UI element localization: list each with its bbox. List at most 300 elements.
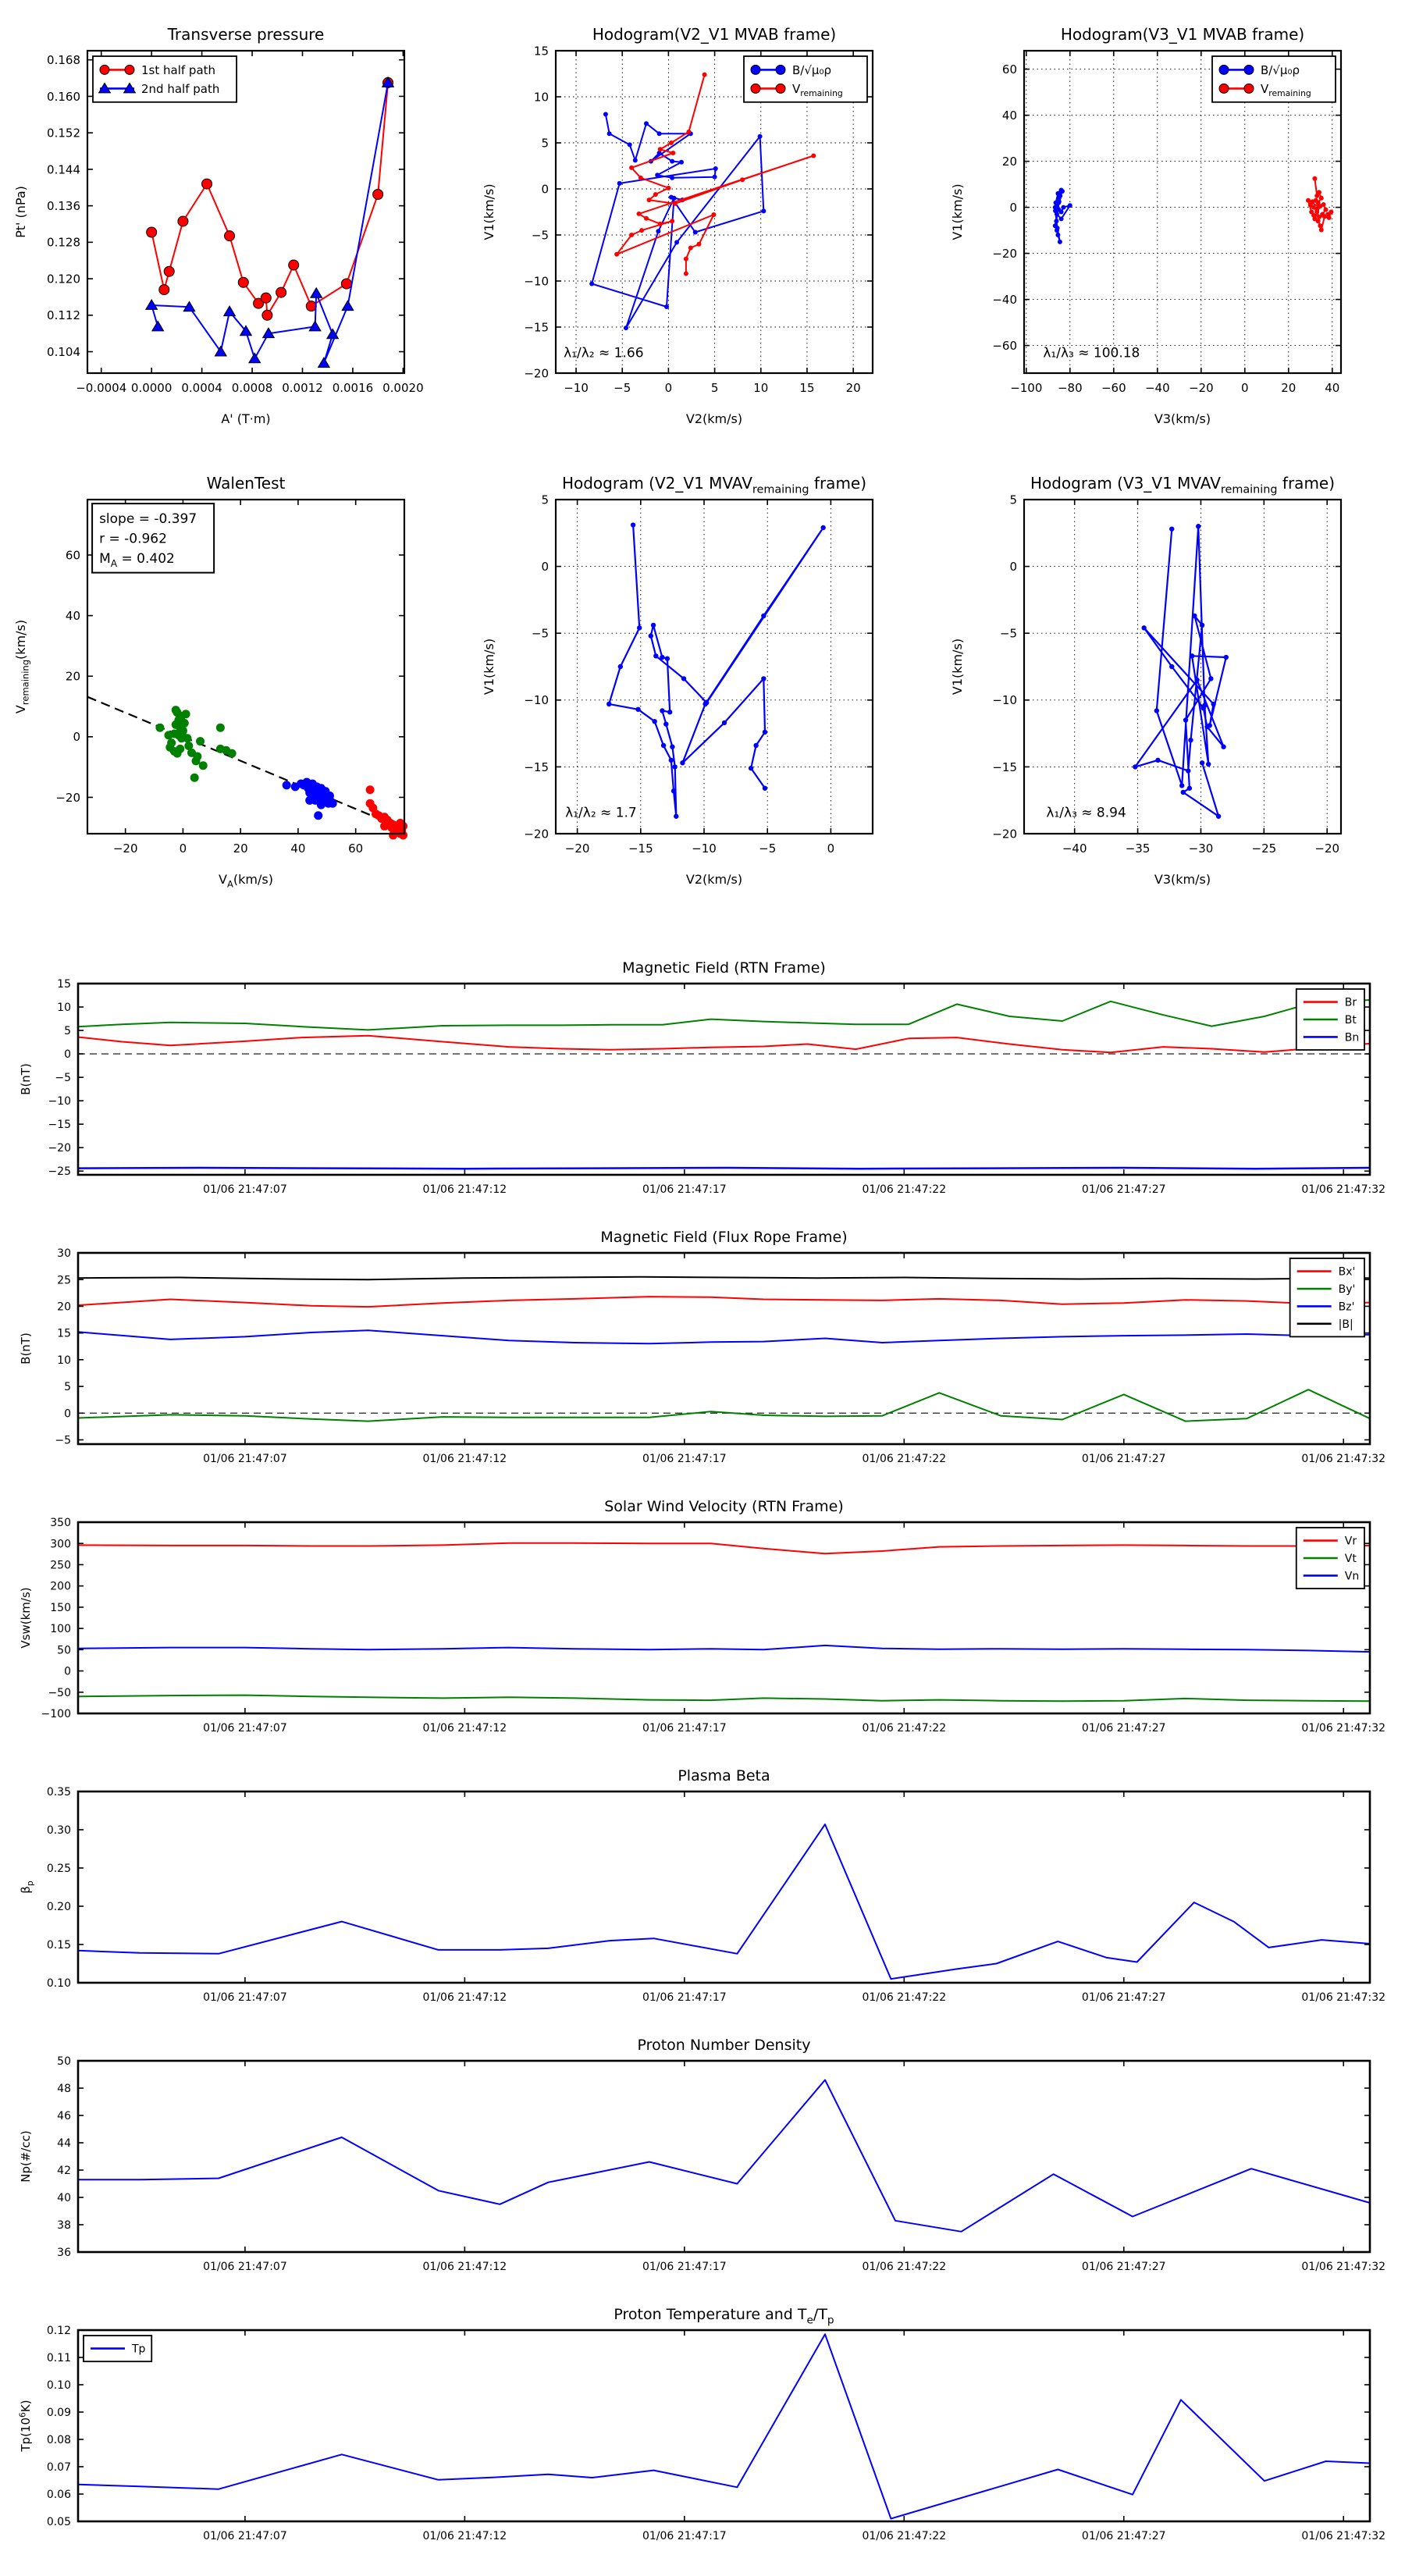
y-tick-label: 0 [64, 1665, 71, 1678]
point-marker [1221, 745, 1225, 749]
proton-number-density-svg [0, 2028, 1405, 2297]
chart-title: WalenTest [206, 474, 286, 493]
x-tick-label: 0.0008 [231, 381, 273, 395]
point-marker [155, 724, 164, 732]
transverse-pressure-svg [0, 12, 468, 461]
series-line [78, 1543, 1370, 1554]
hodogram-v3v1-mvab-series-Vremaining [1306, 176, 1333, 233]
chart-hodogram-v2v1-mvab [468, 12, 937, 461]
hodogram-v2v1-mvav-svg [468, 461, 937, 921]
triangle-marker [311, 288, 322, 297]
y-tick-label: 0.30 [46, 1824, 71, 1838]
x-tick-label: 01/06 21:47:12 [422, 1183, 507, 1196]
point-marker [182, 710, 190, 718]
y-tick-label: 0 [64, 1407, 71, 1421]
x-tick-label: −40 [1062, 841, 1087, 856]
legend [744, 56, 867, 102]
legend [1297, 1528, 1364, 1589]
x-tick-label: 01/06 21:47:17 [642, 2261, 727, 2273]
point-marker [696, 242, 701, 247]
proton-temperature-svg [0, 2297, 1405, 2567]
y-axis-label: Pt' (nPa) [13, 186, 28, 238]
series-line [78, 1000, 1370, 1030]
point-marker [305, 796, 314, 805]
y-tick-label: 0.152 [47, 126, 80, 141]
series-line [78, 1646, 1370, 1652]
series-line [1135, 526, 1226, 816]
point-marker [216, 724, 225, 732]
point-marker [306, 301, 316, 311]
y-tick-label: −15 [524, 760, 549, 774]
point-marker [670, 159, 674, 164]
x-axis-label: V2(km/s) [685, 411, 743, 426]
series-line [78, 1330, 1370, 1343]
point-marker [1141, 625, 1146, 630]
point-marker [1186, 768, 1190, 773]
point-marker [670, 219, 674, 223]
point-marker [100, 65, 109, 74]
x-tick-label: 0.0020 [382, 381, 424, 395]
y-tick-label: −100 [41, 1708, 71, 1721]
point-marker [657, 131, 662, 136]
x-tick-label: −20 [564, 841, 590, 856]
point-marker [380, 822, 389, 831]
legend-label: Br [1344, 996, 1357, 1009]
point-marker [178, 216, 188, 226]
point-marker [628, 142, 632, 147]
point-marker [1316, 219, 1321, 223]
x-axis-label: $V_A(km/s)$ [219, 872, 273, 890]
walen-test-series-cluster-green [155, 706, 236, 782]
x-tick-label: 01/06 21:47:17 [642, 1722, 727, 1735]
chart-title: Hodogram (V3_V1 $MVAV_{remaining}$ frame) [1030, 474, 1336, 496]
point-marker [658, 147, 663, 151]
point-marker [1211, 702, 1215, 706]
y-tick-label: −15 [524, 320, 549, 335]
stats-line: r = -0.962 [99, 531, 167, 547]
x-tick-label: 0.0004 [181, 381, 222, 395]
point-marker [776, 84, 785, 93]
y-tick-label: −10 [524, 274, 549, 289]
y-tick-label: 30 [57, 1247, 71, 1261]
point-marker [606, 702, 611, 706]
x-tick-label: −10 [564, 381, 589, 395]
hodogram-v3v1-mvab-svg [937, 12, 1405, 461]
legend-label: Tp [132, 2343, 146, 2356]
point-marker [614, 252, 619, 257]
point-marker [664, 304, 669, 309]
annotation-text: λ₁/λ₃ ≈ 8.94 [1046, 805, 1126, 821]
point-marker [366, 785, 375, 794]
point-marker [1154, 708, 1159, 713]
y-axis-label: V1(km/s) [950, 638, 965, 696]
point-marker [711, 212, 716, 217]
y-tick-label: 0.12 [46, 2325, 71, 2338]
point-marker [669, 195, 674, 200]
point-marker [1058, 240, 1062, 244]
x-tick-label: 20 [845, 381, 861, 395]
chart-magnetic-field-flux-rope [0, 1220, 1405, 1489]
point-marker [1055, 205, 1059, 209]
hodogram-v2v1-mvav-series-V [606, 522, 826, 819]
point-marker [176, 745, 184, 753]
series-line [78, 2080, 1370, 2232]
point-marker [1068, 203, 1072, 208]
x-tick-label: 40 [290, 841, 306, 856]
solar-wind-velocity-series-Vr [78, 1543, 1370, 1554]
point-marker [656, 229, 660, 233]
legend-label: Vn [1344, 1570, 1360, 1583]
x-tick-label: 01/06 21:47:07 [203, 1183, 287, 1196]
y-tick-label: 40 [57, 2192, 71, 2205]
x-tick-label: 01/06 21:47:27 [1081, 1722, 1166, 1735]
point-marker [751, 84, 760, 93]
series-line [78, 1036, 1370, 1053]
axes-frame [556, 500, 873, 834]
y-tick-label: −5 [531, 228, 549, 243]
annotation [564, 345, 643, 361]
point-marker [670, 176, 674, 180]
legend-label: B/√μ₀ρ [1261, 62, 1300, 77]
point-marker [225, 231, 235, 241]
x-tick-label: 01/06 21:47:22 [862, 1183, 947, 1196]
axes-frame [78, 984, 1370, 1175]
y-tick-label: 0.10 [46, 1977, 71, 1991]
point-marker [686, 130, 691, 134]
point-marker [1318, 223, 1322, 228]
hodogram-v3v1-mvab-series-B [1053, 187, 1072, 244]
y-tick-label: −10 [524, 693, 549, 708]
y-axis-label: $V_{remaining}(km/s)$ [13, 619, 31, 714]
x-tick-label: 0 [664, 381, 673, 395]
point-marker [655, 173, 660, 177]
point-marker [680, 760, 685, 765]
point-marker [389, 831, 397, 839]
point-marker [722, 720, 727, 725]
x-tick-label: 01/06 21:47:07 [203, 2261, 287, 2273]
chart-magnetic-field-rtn [0, 951, 1405, 1220]
x-tick-label: 0.0000 [130, 381, 173, 395]
y-tick-label: 0.128 [47, 235, 80, 250]
y-tick-label: 0.35 [46, 1786, 71, 1799]
point-marker [652, 719, 656, 724]
y-axis-label: V1(km/s) [950, 183, 965, 240]
axes-frame [78, 1253, 1370, 1444]
triangle-marker [249, 353, 261, 362]
x-tick-label: 0.0012 [282, 381, 323, 395]
stats-line: $M_A = 0.402$ [99, 551, 175, 569]
point-marker [667, 710, 672, 714]
y-tick-label: 5 [64, 1025, 71, 1038]
chart-title: Hodogram(V2_V1 MVAB frame) [592, 25, 837, 44]
legend-label: Bt [1344, 1014, 1357, 1027]
triangle-marker [309, 321, 321, 330]
solar-wind-velocity-svg [0, 1489, 1405, 1759]
y-axis-label: Vsw(km/s) [19, 1587, 33, 1649]
x-tick-label: 01/06 21:47:07 [203, 1722, 287, 1735]
point-marker [1059, 187, 1064, 192]
point-marker [1244, 84, 1254, 93]
x-tick-label: −60 [1101, 381, 1126, 395]
y-axis-label: Np(#/cc) [19, 2130, 33, 2183]
legend-label: Vr [1344, 1535, 1357, 1548]
y-tick-label: −20 [524, 827, 549, 841]
legend-label: Bn [1344, 1031, 1360, 1044]
chart-walen-test [0, 461, 468, 921]
point-marker [637, 625, 642, 630]
x-tick-label: −15 [628, 841, 653, 856]
point-marker [749, 766, 753, 770]
point-marker [1059, 216, 1064, 221]
x-axis-label: V2(km/s) [685, 872, 743, 887]
x-tick-label: 5 [710, 381, 719, 395]
point-marker [1219, 65, 1229, 74]
x-tick-label: 01/06 21:47:27 [1081, 1991, 1166, 2004]
x-tick-label: −20 [1314, 841, 1340, 856]
point-marker [147, 227, 157, 237]
point-marker [820, 525, 825, 530]
point-marker [1055, 233, 1060, 237]
point-marker [751, 65, 760, 74]
x-tick-label: −80 [1057, 381, 1083, 395]
y-tick-label: 0.09 [46, 2407, 71, 2420]
x-tick-label: 01/06 21:47:22 [862, 2261, 947, 2273]
y-tick-label: 50 [57, 2055, 71, 2069]
y-tick-label: 0.25 [46, 1863, 71, 1876]
y-tick-label: 40 [1001, 109, 1017, 123]
y-tick-label: −50 [48, 1686, 71, 1699]
hodogram-v3v1-mvav-series-V [1133, 524, 1229, 819]
y-tick-label: 300 [50, 1538, 71, 1551]
chart-title: Solar Wind Velocity (RTN Frame) [604, 1498, 844, 1515]
y-tick-label: 20 [65, 669, 80, 684]
x-tick-label: 01/06 21:47:32 [1301, 2261, 1386, 2273]
point-marker [1309, 210, 1314, 215]
point-marker [761, 676, 766, 681]
y-tick-label: −5 [55, 1072, 71, 1085]
point-marker [1200, 706, 1205, 710]
annotation-text: λ₁/λ₃ ≈ 100.18 [1043, 345, 1140, 361]
walen-test-svg [0, 461, 468, 921]
chart-hodogram-v2v1-mvav [468, 461, 937, 921]
magnetic-field-rtn-series-Bt [78, 1000, 1370, 1030]
axes-frame [78, 2061, 1370, 2252]
legend-label: |B| [1338, 1318, 1353, 1331]
point-marker [373, 190, 383, 200]
y-tick-label: 60 [65, 548, 80, 563]
chart-title: Proton Number Density [637, 2037, 811, 2054]
point-marker [684, 272, 688, 276]
magnetic-field-flux-rope-series-|B| [78, 1277, 1370, 1279]
point-marker [317, 801, 325, 809]
annotation-text: λ₁/λ₂ ≈ 1.66 [564, 345, 644, 361]
point-marker [1317, 190, 1321, 194]
y-tick-label: 15 [533, 44, 549, 59]
point-marker [761, 208, 766, 213]
y-tick-label: 350 [50, 1517, 71, 1530]
chart-title: Transverse pressure [167, 25, 325, 44]
y-tick-label: 25 [57, 1274, 71, 1287]
chart-hodogram-v3v1-mvab [937, 12, 1405, 461]
x-tick-label: −20 [1188, 381, 1214, 395]
chart-title: Magnetic Field (Flux Rope Frame) [600, 1229, 848, 1246]
y-tick-label: −20 [48, 1142, 71, 1155]
y-tick-label: 0.168 [47, 53, 80, 68]
walen-test-series-cluster-red [366, 785, 407, 839]
y-tick-label: 10 [533, 90, 549, 105]
x-tick-label: 01/06 21:47:32 [1301, 1453, 1386, 1465]
legend [1297, 989, 1364, 1050]
point-marker [202, 179, 212, 189]
y-tick-label: 150 [50, 1601, 71, 1614]
x-tick-label: −5 [614, 381, 631, 395]
point-marker [674, 814, 678, 819]
point-marker [713, 175, 717, 180]
point-marker [631, 522, 635, 527]
x-tick-label: 01/06 21:47:27 [1081, 1183, 1166, 1196]
point-marker [1327, 215, 1332, 220]
point-marker [1188, 738, 1193, 742]
annotation [92, 503, 214, 573]
point-marker [1329, 210, 1333, 215]
point-marker [740, 177, 745, 182]
y-tick-label: 0 [541, 182, 549, 197]
point-marker [1169, 664, 1174, 669]
axes-frame [78, 2330, 1370, 2521]
series-line [78, 1297, 1370, 1307]
legend [1212, 56, 1336, 102]
point-marker [1057, 196, 1062, 201]
y-tick-label: 0.07 [46, 2461, 71, 2475]
hodogram-v3v1-mvav-svg [937, 461, 1405, 921]
x-tick-label: −0.0004 [76, 381, 127, 395]
series-line [78, 1695, 1370, 1702]
series-line [78, 1824, 1370, 1979]
point-marker [681, 676, 686, 681]
point-marker [1059, 210, 1064, 215]
annotation [1046, 806, 1126, 821]
point-marker [1179, 783, 1184, 788]
point-marker [262, 310, 272, 320]
point-marker [196, 737, 205, 745]
x-axis-label: A' (T·m) [221, 411, 271, 426]
y-tick-label: 100 [50, 1623, 71, 1636]
y-tick-label: −20 [55, 790, 80, 805]
point-marker [1319, 196, 1324, 201]
point-marker [763, 786, 767, 791]
chart-title: Plasma Beta [678, 1767, 770, 1784]
point-marker [1323, 208, 1328, 212]
point-marker [644, 216, 649, 221]
point-marker [238, 277, 248, 287]
point-marker [1312, 176, 1317, 181]
x-tick-label: 0 [179, 841, 187, 856]
point-marker [399, 831, 407, 839]
x-tick-label: 20 [233, 841, 248, 856]
point-marker [763, 730, 767, 735]
point-marker [624, 326, 628, 330]
y-tick-label: 5 [541, 136, 549, 151]
point-marker [633, 158, 638, 162]
series-line [78, 2334, 1370, 2518]
x-tick-label: −40 [1144, 381, 1170, 395]
y-tick-label: 46 [57, 2110, 71, 2123]
y-tick-label: 200 [50, 1580, 71, 1593]
y-tick-label: −5 [531, 626, 549, 641]
point-marker [603, 112, 608, 116]
point-marker [669, 141, 674, 145]
x-tick-label: 01/06 21:47:12 [422, 1991, 507, 2004]
stats-line: slope = -0.397 [99, 511, 197, 528]
point-marker [199, 761, 208, 770]
point-marker [1216, 814, 1221, 819]
legend-label: B/√μ₀ρ [792, 62, 831, 77]
point-marker [1190, 653, 1194, 658]
x-axis-label: V3(km/s) [1154, 411, 1211, 426]
triangle-marker [152, 321, 164, 330]
y-tick-label: 0.120 [47, 272, 80, 286]
y-tick-label: 38 [57, 2219, 71, 2233]
x-tick-label: 01/06 21:47:27 [1081, 1453, 1166, 1465]
point-marker [702, 702, 707, 706]
hodogram-v2v1-mvab-svg [468, 12, 937, 461]
point-marker [661, 743, 666, 748]
x-tick-label: 60 [348, 841, 364, 856]
legend-label: 1st half path [141, 62, 216, 77]
x-tick-label: 01/06 21:47:32 [1301, 1722, 1386, 1735]
x-tick-label: −30 [1188, 841, 1214, 856]
y-axis-label: B(nT) [19, 1063, 33, 1095]
y-tick-label: −60 [992, 339, 1017, 353]
walen-test-series-cluster-blue [283, 778, 337, 820]
solar-wind-velocity-series-Vt [78, 1695, 1370, 1702]
legend-label: By' [1338, 1283, 1356, 1297]
legend-label: $V_{remaining}$ [792, 81, 843, 98]
y-tick-label: 10 [57, 1002, 71, 1015]
series-line [78, 1168, 1370, 1169]
triangle-marker [342, 301, 354, 310]
legend-label: Bz' [1338, 1300, 1355, 1314]
point-marker [670, 151, 675, 155]
point-marker [125, 65, 134, 74]
point-marker [713, 166, 718, 171]
point-marker [671, 788, 676, 793]
chart-transverse-pressure [0, 12, 468, 461]
magnetic-field-flux-rope-series-Bx' [78, 1297, 1370, 1307]
y-axis-label: $Tp(10^6K)$ [17, 2400, 33, 2452]
legend-label: 2nd half path [141, 81, 220, 96]
point-marker [222, 746, 230, 755]
point-marker [644, 121, 649, 126]
point-marker [1319, 228, 1324, 233]
point-marker [672, 764, 677, 769]
plasma-beta-series-beta_p [78, 1824, 1370, 1979]
y-tick-label: −10 [48, 1095, 71, 1108]
point-marker [341, 279, 351, 289]
series-line [78, 1277, 1370, 1279]
point-marker [629, 165, 634, 170]
x-axis-label: V3(km/s) [1154, 872, 1211, 887]
triangle-marker [318, 358, 330, 367]
y-tick-label: 0.160 [47, 89, 80, 104]
x-tick-label: 01/06 21:47:12 [422, 1722, 507, 1735]
x-tick-label: 01/06 21:47:17 [642, 1991, 727, 2004]
point-marker [1055, 226, 1060, 230]
y-tick-label: 0 [64, 1048, 71, 1062]
solar-wind-velocity-series-Vn [78, 1646, 1370, 1652]
point-marker [329, 799, 337, 808]
point-marker [276, 287, 286, 297]
